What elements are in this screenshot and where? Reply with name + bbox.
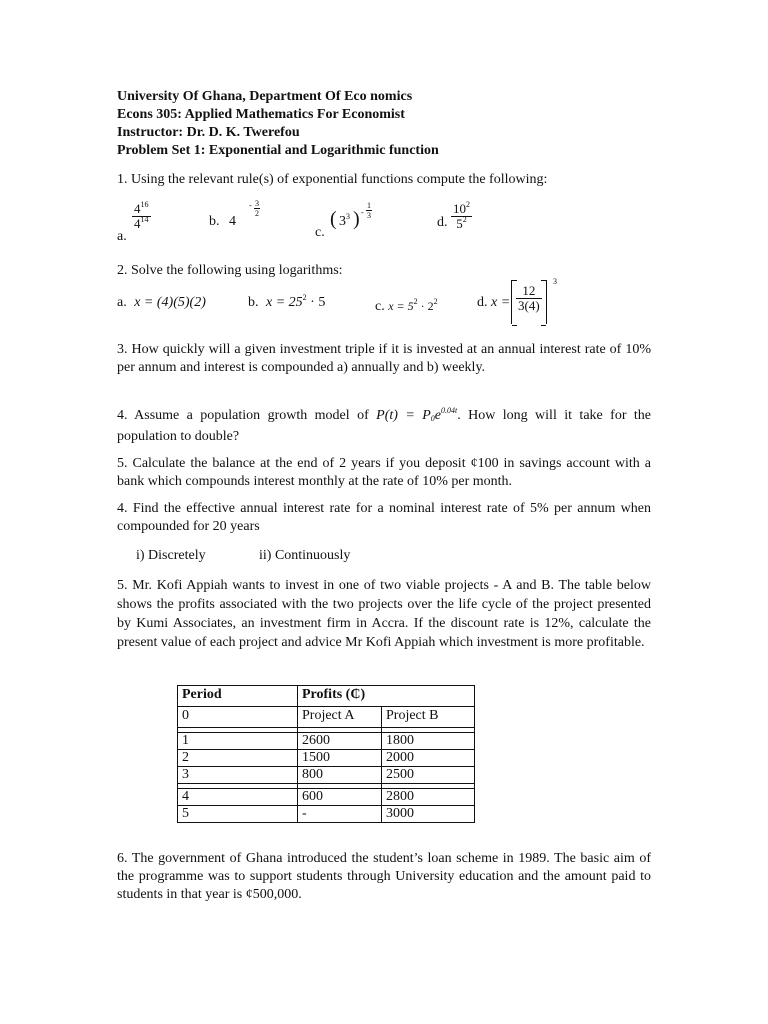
question-3-text: 3. How quickly will a given investment triple if it is invested at an annual interest rate of 10% per annum and interest is compounded a) annually and b) weekly. [117, 342, 651, 375]
instructor-line: Instructor: Dr. D. K. Twerefou [117, 125, 300, 140]
question-4b [117, 500, 651, 536]
question-3 [117, 341, 651, 377]
question-4b-text: 4. Find the effective annual interest rate for a nominal interest rate of 5% per annum when compounded for 20 years [117, 501, 651, 534]
q1-a-label: a. [117, 229, 127, 244]
table-row: 5 - 3000 [178, 806, 475, 823]
table-row: 1 2600 1800 [178, 733, 475, 750]
question-1 [117, 171, 651, 189]
question-4 [117, 405, 651, 447]
university-line: University Of Ghana, Department Of Eco nomics [117, 89, 413, 104]
profits-table [177, 685, 475, 823]
q1-b-exponent: - [249, 201, 252, 210]
document-header [117, 88, 439, 160]
question-5 [117, 455, 651, 491]
q4b-option-discretely: i) Discretely [136, 548, 206, 563]
problem-set-title: Problem Set 1: Exponential and Logarithmic function [117, 143, 439, 158]
q1-a-fraction: $\frac{4^{16}}{4^{14}}$ [134, 200, 149, 231]
q4b-option-continuously: ii) Continuously [259, 548, 351, 563]
question-6 [117, 850, 651, 904]
header-profits: Profits (₵) [298, 686, 475, 707]
question-5-text: 5. Calculate the balance at the end of 2 years if you deposit ¢100 in savings account with a bank which compounds interest monthly at the rate of 10% per month. [117, 456, 651, 489]
course-line: Econs 305: Applied Mathematics For Economist [117, 107, 405, 122]
q1-c-exponent: - [361, 208, 364, 217]
question-4-text: 4. Assume a population growth model of $P(t) = P_0e^{0.04t}$. How long will it take for the population to double? [117, 406, 652, 444]
q2-part-c: c. $x = 5^2 \cdot 2^2$ [375, 297, 438, 314]
q1-b-label: b. [209, 214, 220, 229]
question-5b [117, 576, 651, 652]
question-2 [117, 262, 651, 280]
q2-part-a: a. x = (4)(5)(2) [117, 295, 206, 310]
q1-d-label: d. [437, 215, 448, 230]
table-row: 4 600 2800 [178, 789, 475, 806]
question-2-text: 2. Solve the following using logarithms: [117, 263, 343, 278]
table-row: 3 800 2500 [178, 767, 475, 784]
table-row: 0 Project A Project B [178, 707, 475, 728]
table-header-row [178, 686, 475, 707]
header-project-a: Project A [298, 707, 382, 728]
q2-part-b: b. $x = 25^2 \cdot 5$ [248, 293, 326, 310]
header-project-b: Project B [382, 707, 475, 728]
question-5b-text: 5. Mr. Kofi Appiah wants to invest in one of two viable projects - A and B. The table below shows the profits associated with the two projects over the life cycle of the project presented by Kumi Associates, an investment firm in Accra. If the discount rate is 12%, calculate the present value of each project and advice Mr Kofi Appiah which investment is more profitable. [117, 578, 651, 650]
q1-part-b: b. 4 - $\frac{3}{2}$ [209, 199, 259, 229]
q1-c-label: c. [315, 225, 325, 240]
table-row: 2 1500 2000 [178, 750, 475, 767]
q1-d-fraction: $\frac{10^2}{5^2}$ [453, 200, 470, 231]
question-1-text: 1. Using the relevant rule(s) of exponential functions compute the following: [117, 172, 548, 187]
question-6-text: 6. The government of Ghana introduced the student’s loan scheme in 1989. The basic aim of the programme was to support students through University education and the amount paid to students in that year is ¢500,000. [117, 851, 651, 902]
header-period: Period [178, 686, 298, 707]
